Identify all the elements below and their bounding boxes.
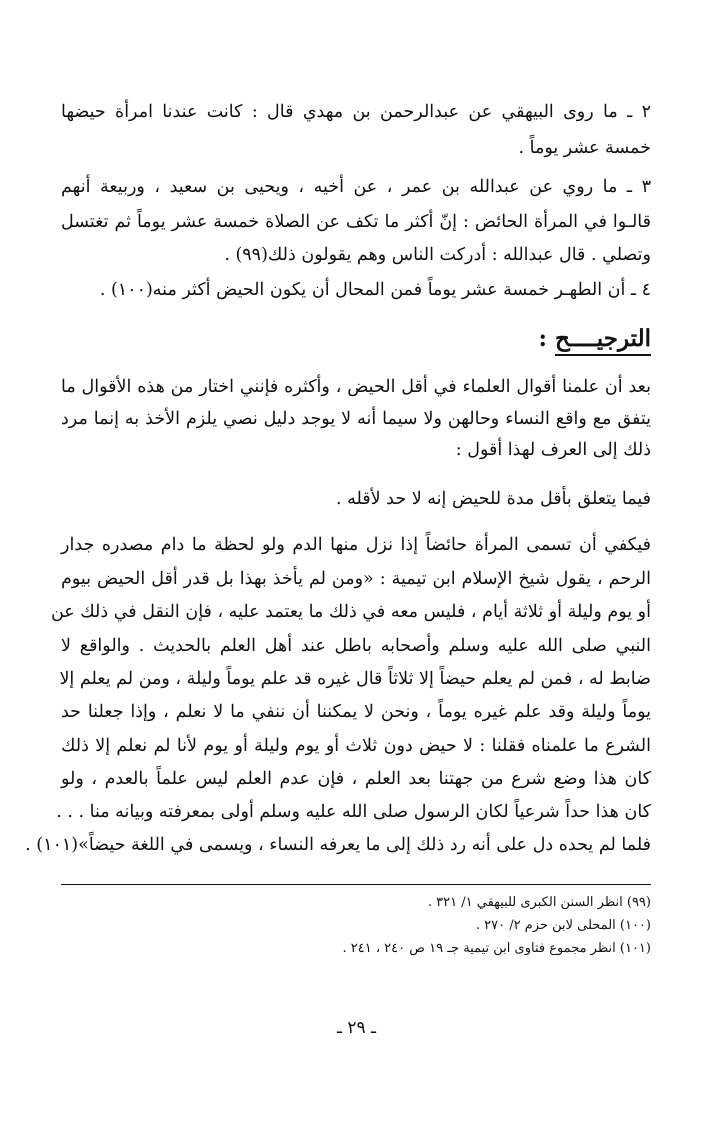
page-number: ـ ٢٩ ـ <box>336 1018 377 1038</box>
heading-colon: : <box>538 325 555 352</box>
text-line: فيما يتعلق بأقل مدة للحيض إنه لا حد لأقله . <box>335 489 651 509</box>
heading-word: الترجيــــح <box>555 325 651 356</box>
footnote: (٩٩) انظر السنن الكبرى للبيهقي ١/ ٣٢١ . <box>427 895 651 910</box>
text-line: فيكفي أن تسمى المرأة حائضاً إذا نزل منها الدم ولو لحظة ما دام مصدره جدار <box>61 535 651 555</box>
text-line: ٢ ـ ما روى البيهقي عن عبدالرحمن بن مهدي قال : كانت عندنا امرأة حيضها <box>61 102 651 122</box>
text-line: ذلك إلى العرف لهذا أقول : <box>455 440 651 460</box>
text-line: كان هذا وضع شرع من جهتنا بعد العلم ، فإن عدم العلم ليس علماً بالعدم ، ولو <box>61 769 651 789</box>
text-line: يتفق مع واقع النساء وحالهن ولا سيما أنه لا يوجد دليل نصي يلزم الأخذ به إنما مرد <box>61 409 651 429</box>
text-line: بعد أن علمنا أقوال العلماء في أقل الحيض ، وأكثره فإنني اختار من هذه الأقوال ما <box>61 377 651 397</box>
text-line: وتصلي . قال عبدالله : أدركت الناس وهم يقولون ذلك(٩٩) . <box>224 245 651 265</box>
text-line: قالـوا في المرأة الحائض : إنّ أكثر ما تكف عن الصلاة خمسة عشر يوماً ثم تغتسل <box>61 212 651 232</box>
text-line: النبي صلى الله عليه وسلم وأصحابه باطل عند أهل العلم بالحديث . والواقع لا <box>61 636 651 656</box>
text-line: الرحم ، يقول شيخ الإسلام ابن تيمية : «ومن لم يأخذ بهذا بل قدر أقل الحيض بيوم <box>61 569 651 589</box>
text-line: ٣ ـ ما روي عن عبدالله بن عمر ، عن أخيه ، ويحيى بن سعيد ، وربيعة أنهم <box>61 177 651 197</box>
footnote-divider <box>61 884 651 885</box>
footnote: (١٠٠) المحلى لابن حزم ٢/ ٢٧٠ . <box>475 918 651 933</box>
text-line: ضابط له ، فمن لم يعلم حيضاً إلا ثلاثاً قال غيره قد علم يوماً وليلة ، ومن لم يعلم إلا <box>59 669 651 689</box>
text-line: فلما لم يحده دل على أنه رد ذلك إلى ما يعرفه النساء ، ويسمى في اللغة حيضاً»(١٠١) . <box>25 835 651 855</box>
text-line: الشرع ما علمناه فقلنا : لا حيض دون ثلاث أو يوم وليلة أو يوم لأنا لم نعلم إلا ذلك <box>61 736 651 756</box>
section-heading <box>539 322 652 356</box>
footnote: (١٠١) انظر مجموع فتاوى ابن تيمية جـ ١٩ ص ٢٤٠ ، ٢٤١ . <box>342 941 651 956</box>
text-line: يوماً وليلة وقد علم غيره يوماً ، ونحن لا يمكننا أن ننفي ما لا نعلم ، وإذا جعلنا حد <box>61 702 651 722</box>
text-line: ٤ ـ أن الطهـر خمسة عشر يوماً فمن المحال أن يكون الحيض أكثر منه(١٠٠) . <box>99 280 651 300</box>
text-line: كان هذا حداً شرعياً لكان الرسول صلى الله عليه وسلم أولى بمعرفته وبيانه منا . . . <box>56 802 651 822</box>
text-line: أو يوم وليلة أو ثلاثة أيام ، فليس معه في ذلك ما يعتمد عليه ، فإن النقل في ذلك عن <box>50 602 651 622</box>
text-line: خمسة عشر يوماً . <box>518 138 651 158</box>
